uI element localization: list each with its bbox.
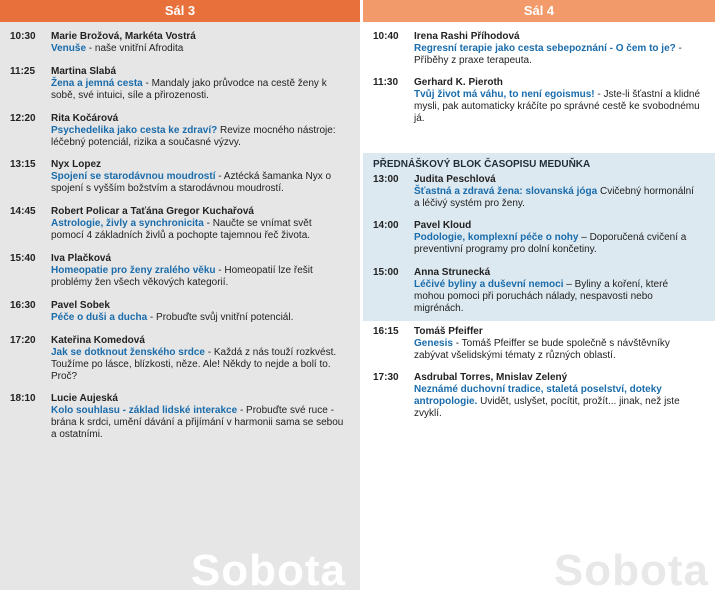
entry-title: Neznámé duchovní tradice, staletá poselství, doteky antropologie. — [414, 384, 662, 407]
entry-description: - Každá z nás touží rozkvést. Toužíme po lásce, blízkosti, něze. Ale! Někdy to nejde a bolí to. Proč? — [51, 347, 337, 382]
entry-title: Homeopatie pro ženy zralého věku — [51, 265, 216, 276]
entry-title: Genesis — [414, 338, 453, 349]
entry-title: Žena a jemná cesta — [51, 78, 143, 89]
entry-title: Jak se dotknout ženského srdce — [51, 347, 205, 358]
entry-description: – Doporučená cvičení a preventivní programy pro dolní končetiny. — [414, 232, 687, 255]
entry-time: 10:40 — [373, 31, 399, 42]
entry-title: Spojení se starodávnou moudrostí — [51, 171, 216, 182]
entry-description: Cvičebný hormonální a léčivý systém pro ženy. — [414, 186, 694, 209]
hall-3-column — [0, 0, 360, 590]
entry-body — [414, 220, 701, 256]
entry-body — [414, 372, 701, 420]
entry-time: 12:20 — [10, 113, 36, 124]
entry-time: 15:40 — [10, 253, 36, 264]
day-watermark: Sobota — [190, 546, 346, 590]
entry-title: Léčivé byliny a duševní nemoci — [414, 279, 564, 290]
entry-title: Šťastná a zdravá žena: slovanská jóga — [414, 186, 598, 197]
entry-time: 17:30 — [373, 372, 399, 383]
entry-body — [51, 300, 346, 324]
entry-speaker: Kateřina Komedová — [51, 335, 145, 346]
entry-description: - Mandaly jako průvodce na cestě ženy k sobě, své intuici, síle a přirozenosti. — [51, 78, 327, 101]
entry-title: Astrologie, živly a synchronicita — [51, 218, 204, 229]
entry-body — [51, 206, 346, 242]
entry-description: - naše vnitřní Afrodita — [86, 43, 184, 54]
entry-description: – Byliny a koření, které mohou pomoci při poruchách nálady, nespavosti nebo migrénách. — [414, 279, 669, 314]
entry-title: Regresní terapie jako cesta sebepoznání - O čem to je? — [414, 43, 676, 54]
entry-title: Péče o duši a ducha — [51, 312, 148, 323]
entry-time: 18:10 — [10, 393, 36, 404]
entry-body — [414, 174, 701, 210]
entry-time: 16:30 — [10, 300, 36, 311]
entry-time: 15:00 — [373, 267, 399, 278]
entry-body — [51, 393, 346, 441]
entry-title: Psychedelika jako cesta ke zdraví? — [51, 125, 218, 136]
entry-body — [51, 31, 346, 55]
entry-description: - Aztécká šamanka Nyx o spojení s vyšším božstvím a starodávnou moudrostí. — [51, 171, 332, 194]
lecture-block-title: PŘEDNÁŠKOVÝ BLOK ČASOPISU MEDUŇKA — [373, 159, 591, 170]
entry-time: 10:30 — [10, 31, 36, 42]
day-watermark: Sobota — [553, 546, 709, 590]
entry-speaker: Pavel Sobek — [51, 300, 110, 311]
entry-body — [414, 326, 701, 362]
entry-speaker: Iva Plačková — [51, 253, 112, 264]
entry-description: Uvidět, uslyšet, pocítit, prožít... jinak, než jste zvyklí. — [414, 396, 680, 419]
entry-time: 14:00 — [373, 220, 399, 231]
entry-speaker: Judita Peschlová — [414, 174, 496, 185]
entry-time: 17:20 — [10, 335, 36, 346]
entry-time: 14:45 — [10, 206, 36, 217]
entry-speaker: Lucie Aujeská — [51, 393, 118, 404]
entry-title: Kolo souhlasu - základ lidské interakce — [51, 405, 238, 416]
entry-body — [51, 253, 346, 289]
hall-4-column — [363, 0, 715, 590]
entry-body — [51, 66, 346, 102]
entry-body — [51, 113, 346, 149]
entry-speaker: Gerhard K. Pieroth — [414, 77, 503, 88]
entry-description: - Naučte se vnímat svět pomocí 4 základních živlů a pochopte tajemnou řeč života. — [51, 218, 312, 241]
entry-body — [414, 31, 701, 67]
hall-3-header: Sál 3 — [0, 0, 360, 22]
entry-speaker: Marie Brožová, Markéta Vostrá — [51, 31, 196, 42]
entry-speaker: Nyx Lopez — [51, 159, 102, 170]
entry-description: - Tomáš Pfeiffer se bude společně s návštěvníky zabývat všelidskými tématy z různých oblastí. — [414, 338, 670, 361]
entry-time: 13:15 — [10, 159, 36, 170]
entry-speaker: Robert Policar a Taťána Gregor Kuchařová — [51, 206, 254, 217]
entry-body — [414, 77, 701, 125]
entry-title: Venuše — [51, 43, 87, 54]
entry-description: - Probuďte svůj vnitřní potenciál. — [147, 312, 294, 323]
entry-body — [51, 335, 346, 383]
entry-description: - Probuďte své ruce - brána k srdci, umění dávání a přijímání v harmonii sama se sebou a ostatními. — [51, 405, 344, 440]
entry-speaker: Martina Slabá — [51, 66, 117, 77]
entry-time: 11:25 — [10, 66, 36, 77]
entry-description: - Jste-li šťastní a klidné mysli, pak automaticky kráčíte po správné cestě ke svobodnému já. — [414, 89, 701, 124]
entry-description: - Příběhy z praxe terapeuta. — [414, 43, 682, 66]
entry-description: Revize mocného nástroje: léčebný potenciál, rizika a současné výzvy. — [51, 125, 336, 148]
entry-body — [51, 159, 346, 195]
entry-time: 13:00 — [373, 174, 399, 185]
entry-speaker: Pavel Kloud — [414, 220, 472, 231]
entry-title: Podologie, komplexní péče o nohy — [414, 232, 579, 243]
entry-speaker: Rita Kočárová — [51, 113, 119, 124]
entry-time: 16:15 — [373, 326, 399, 337]
entry-time: 11:30 — [373, 77, 399, 88]
entry-speaker: Irena Rashi Příhodová — [414, 31, 520, 42]
entry-body — [414, 267, 701, 315]
entry-speaker: Anna Strunecká — [414, 267, 491, 278]
hall-4-header: Sál 4 — [363, 0, 715, 22]
entry-speaker: Tomáš Pfeiffer — [414, 326, 483, 337]
entry-title: Tvůj život má váhu, to není egoismus! — [414, 89, 595, 100]
entry-speaker: Asdrubal Torres, Mnislav Zelený — [414, 372, 568, 383]
entry-description: - Homeopatií lze řešit problémy žen všech věkových kategorií. — [51, 265, 313, 288]
